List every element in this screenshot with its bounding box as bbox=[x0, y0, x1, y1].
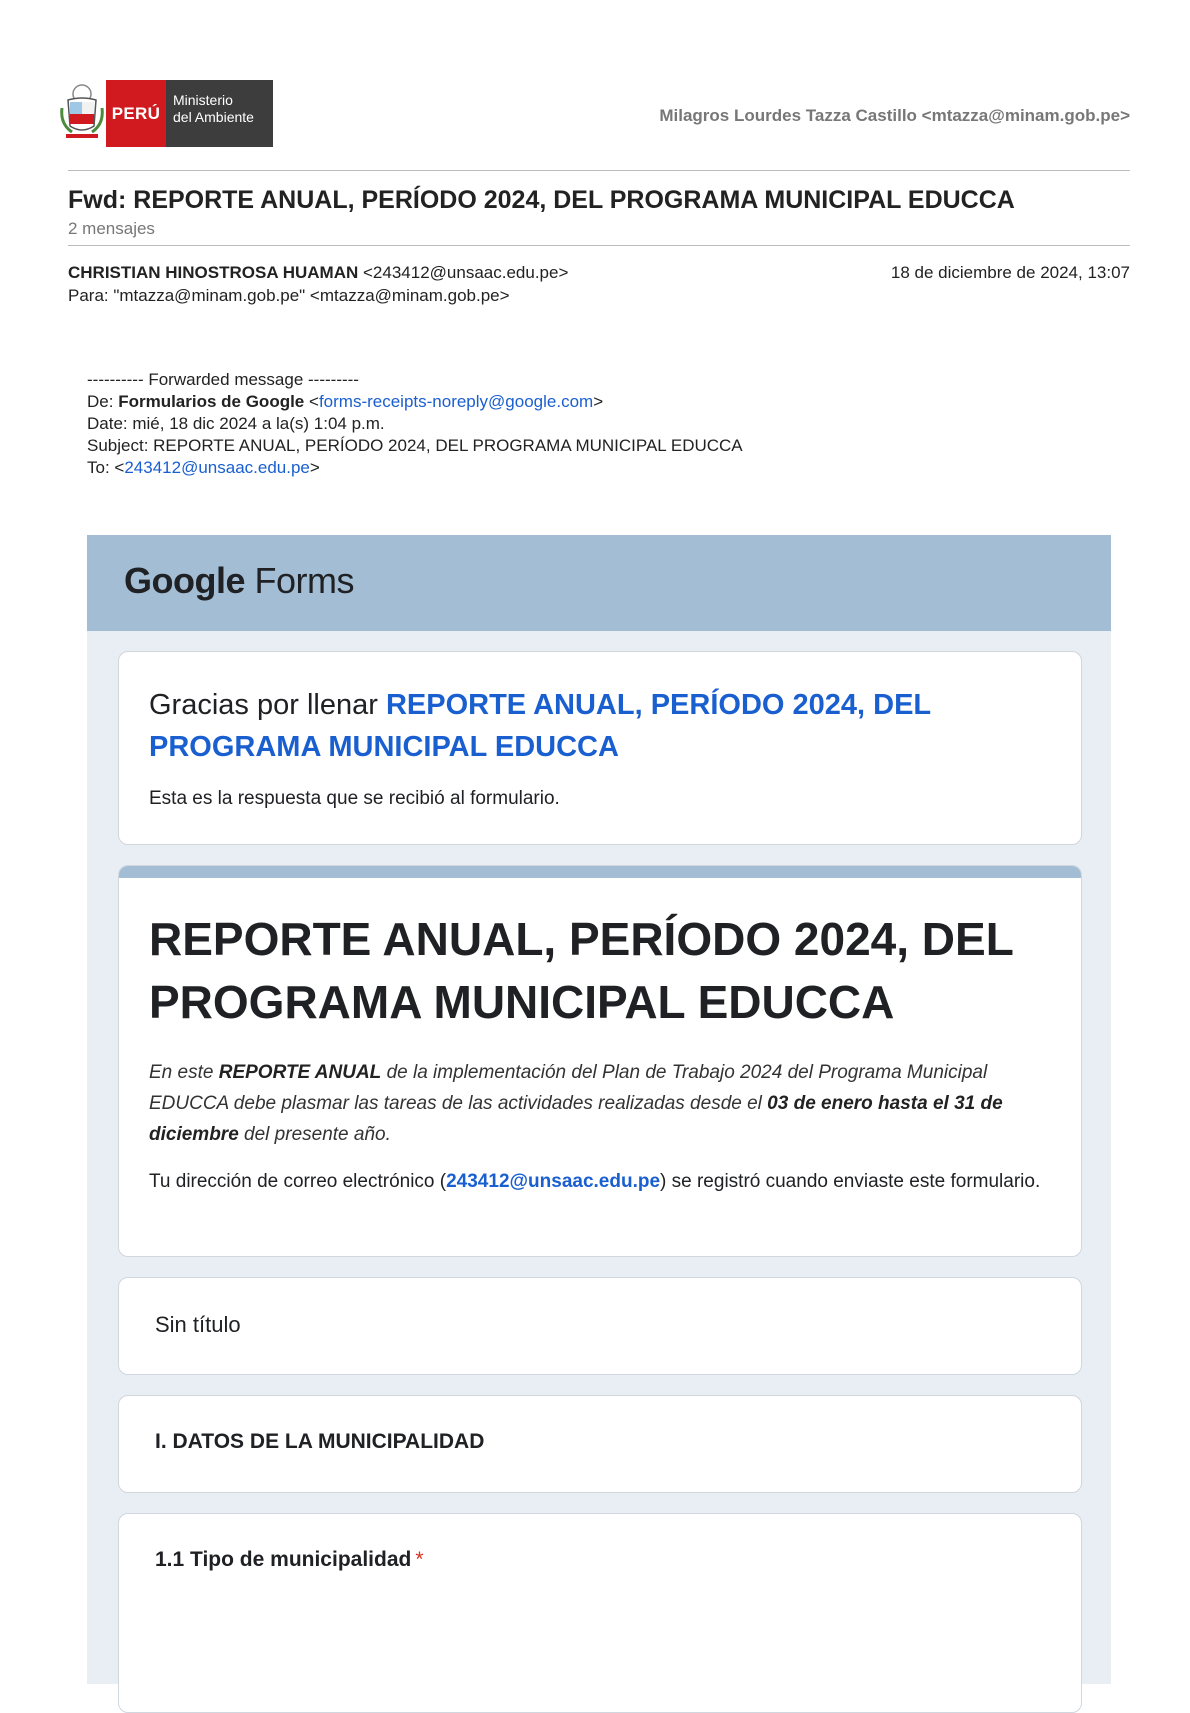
peru-coat-of-arms-icon bbox=[58, 80, 106, 147]
subject-divider bbox=[68, 245, 1130, 246]
section-heading: I. DATOS DE LA MUNICIPALIDAD bbox=[155, 1430, 485, 1453]
desc-part-4: 03 de enero hasta el 31 de diciembre bbox=[149, 1093, 1003, 1145]
thanks-heading bbox=[149, 684, 1029, 768]
sender-email: <243412@unsaac.edu.pe> bbox=[363, 263, 569, 282]
sender-name: CHRISTIAN HINOSTROSA HUAMAN bbox=[68, 263, 359, 282]
desc-part-1: En este bbox=[149, 1062, 219, 1083]
forwarded-from-label: De: bbox=[87, 392, 119, 411]
logo-ministry bbox=[166, 80, 273, 147]
email-note-link[interactable]: 243412@unsaac.edu.pe bbox=[446, 1171, 661, 1192]
thread-subject: Fwd: REPORTE ANUAL, PERÍODO 2024, DEL PROGRAMA MUNICIPAL EDUCCA bbox=[68, 186, 1015, 214]
forwarded-from-name: Formularios de Google bbox=[118, 392, 305, 411]
thanks-form-title-link[interactable]: REPORTE ANUAL, PERÍODO 2024, DEL PROGRAMA MUNICIPAL EDUCCA bbox=[149, 689, 931, 763]
question-text: 1.1 Tipo de municipalidad bbox=[155, 1548, 412, 1571]
google-wordmark: Google bbox=[124, 560, 245, 601]
logo-country: PERÚ bbox=[106, 80, 166, 147]
received-note: Esta es la respuesta que se recibió al formulario. bbox=[149, 788, 560, 809]
desc-part-2: REPORTE ANUAL bbox=[218, 1062, 382, 1083]
untitled-label: Sin título bbox=[155, 1312, 241, 1337]
account-name: Milagros Lourdes Tazza Castillo <mtazza@minam.gob.pe> bbox=[659, 106, 1130, 125]
email-note-part-1: Tu dirección de correo electrónico ( bbox=[149, 1171, 447, 1192]
logo-ministry-line2: del Ambiente bbox=[173, 109, 254, 125]
forwarded-to-email-link[interactable]: 243412@unsaac.edu.pe bbox=[124, 458, 310, 477]
forwarded-from-email-link[interactable]: forms-receipts-noreply@google.com bbox=[318, 392, 594, 411]
forwarded-from: De: Formularios de Google <forms-receipts-noreply@google.com> bbox=[87, 392, 604, 411]
card-accent-bar bbox=[119, 866, 1081, 878]
email-note-part-2: ) se registró cuando enviaste este formulario. bbox=[660, 1171, 1041, 1192]
thanks-prefix: Gracias por llenar bbox=[149, 689, 386, 721]
forwarded-to: To: <243412@unsaac.edu.pe> bbox=[87, 458, 320, 477]
question-card bbox=[118, 1513, 1082, 1713]
forwarded-to-label: To: bbox=[87, 458, 115, 477]
desc-part-3: de la implementación del Plan de Trabajo 2024 del Programa Municipal EDUCCA debe plasmar las tareas de las actividades realizadas desde el bbox=[149, 1062, 988, 1114]
question-title bbox=[155, 1548, 424, 1572]
forms-wordmark: Forms bbox=[254, 560, 355, 601]
desc-part-5: del presente año. bbox=[238, 1124, 391, 1145]
message-count: 2 mensajes bbox=[68, 219, 155, 238]
untitled-card bbox=[118, 1277, 1082, 1375]
form-title: REPORTE ANUAL, PERÍODO 2024, DEL PROGRAMA MUNICIPAL EDUCCA bbox=[149, 913, 1013, 1028]
top-divider bbox=[68, 170, 1130, 171]
form-description bbox=[149, 1057, 1069, 1150]
forwarded-date: Date: mié, 18 dic 2024 a la(s) 1:04 p.m. bbox=[87, 414, 385, 433]
google-forms-logo bbox=[124, 560, 354, 602]
message-date: 18 de diciembre de 2024, 13:07 bbox=[890, 263, 1130, 282]
required-mark: * bbox=[415, 1548, 424, 1571]
minam-logo bbox=[58, 80, 273, 147]
forwarded-divider: ---------- Forwarded message --------- bbox=[87, 370, 359, 389]
email-recorded-note bbox=[149, 1166, 1069, 1197]
recipient-line: Para: "mtazza@minam.gob.pe" <mtazza@minam.gob.pe> bbox=[68, 286, 510, 305]
sender-line bbox=[68, 263, 568, 283]
forwarded-subject: Subject: REPORTE ANUAL, PERÍODO 2024, DEL PROGRAMA MUNICIPAL EDUCCA bbox=[87, 436, 743, 455]
logo-ministry-line1: Ministerio bbox=[173, 92, 233, 108]
